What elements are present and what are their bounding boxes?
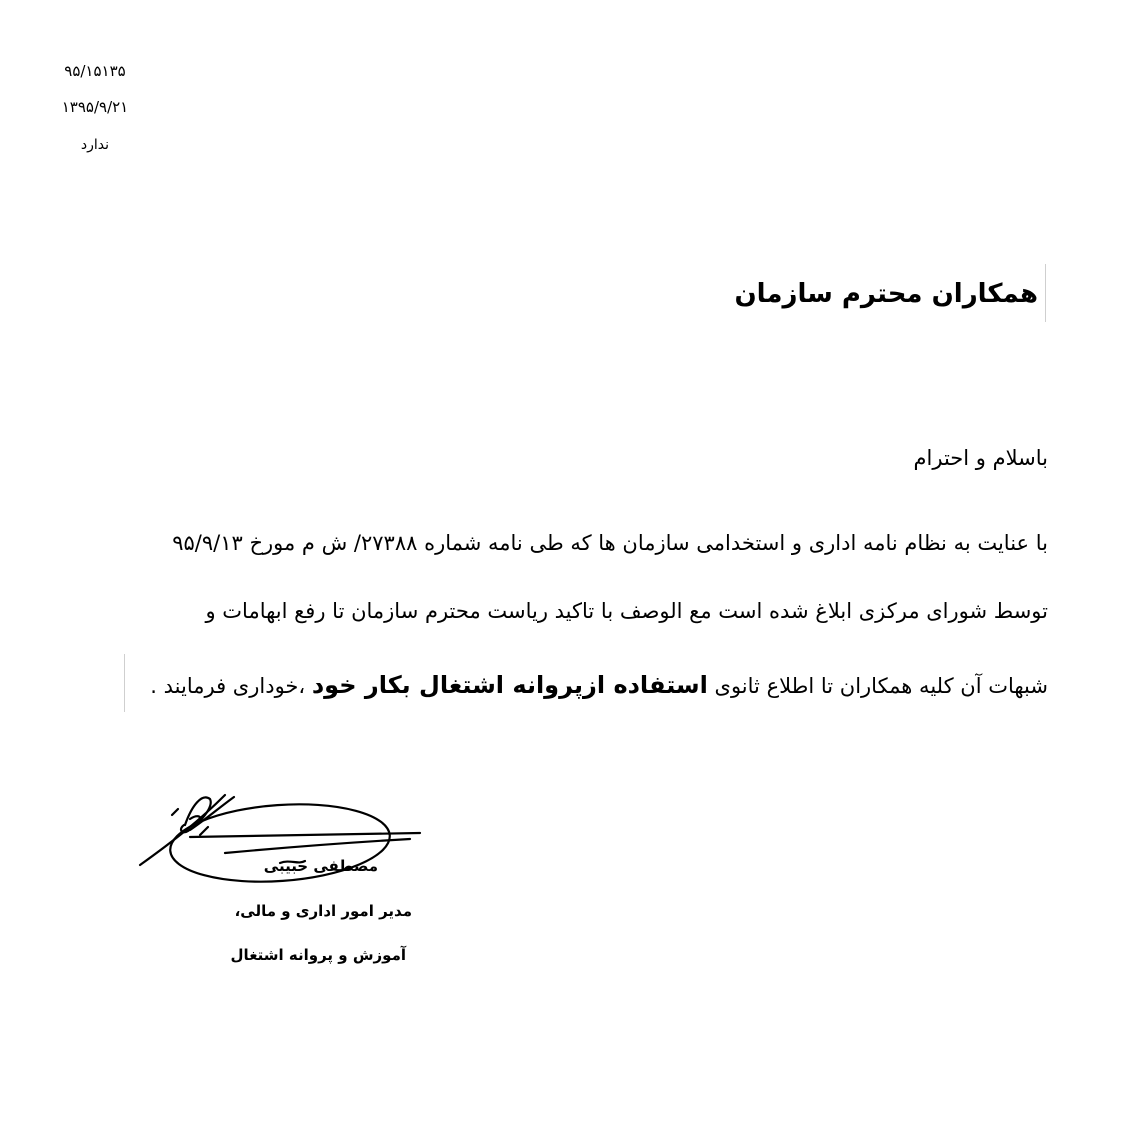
signatory-title-line-2: آموزش و پروانه اشتغال [230, 946, 406, 964]
body-line-3-start: شبهات آن کلیه همکاران تا اطلاع ثانوی [707, 674, 1048, 698]
greeting: باسلام و احترام [913, 446, 1048, 470]
attachment-status: ندارد [80, 137, 110, 153]
letter-date: ۱۳۹۵/۹/۲۱ [61, 98, 129, 116]
signatory-title-line-1: مدیر امور اداری و مالی، [234, 902, 412, 920]
letter-number: ۹۵/۱۵۱۳۵ [64, 62, 126, 80]
body-line-3-end: ،خوداری فرمایند . [150, 674, 306, 698]
body-line-1: با عنایت به نظام نامه اداری و استخدامی سازمان ها که طی نامه شماره ۲۷۳۸۸/ ش م مورخ ۹۵/۹/۱۳ [172, 531, 1048, 555]
addressee-rule [1045, 264, 1046, 322]
handwritten-signature [130, 785, 430, 895]
body-line-3-emphasis: استفاده ازپروانه اشتغال بکار خود [311, 671, 708, 699]
body-rule [124, 654, 125, 712]
signatory-name: مصطفی حبیبی [263, 857, 378, 875]
body-line-2: توسط شورای مرکزی ابلاغ شده است مع الوصف با تاکید ریاست محترم سازمان تا رفع ابهامات و [205, 599, 1048, 623]
body-line-3 [150, 670, 1048, 701]
addressee-heading: همکاران محترم سازمان [734, 279, 1038, 309]
